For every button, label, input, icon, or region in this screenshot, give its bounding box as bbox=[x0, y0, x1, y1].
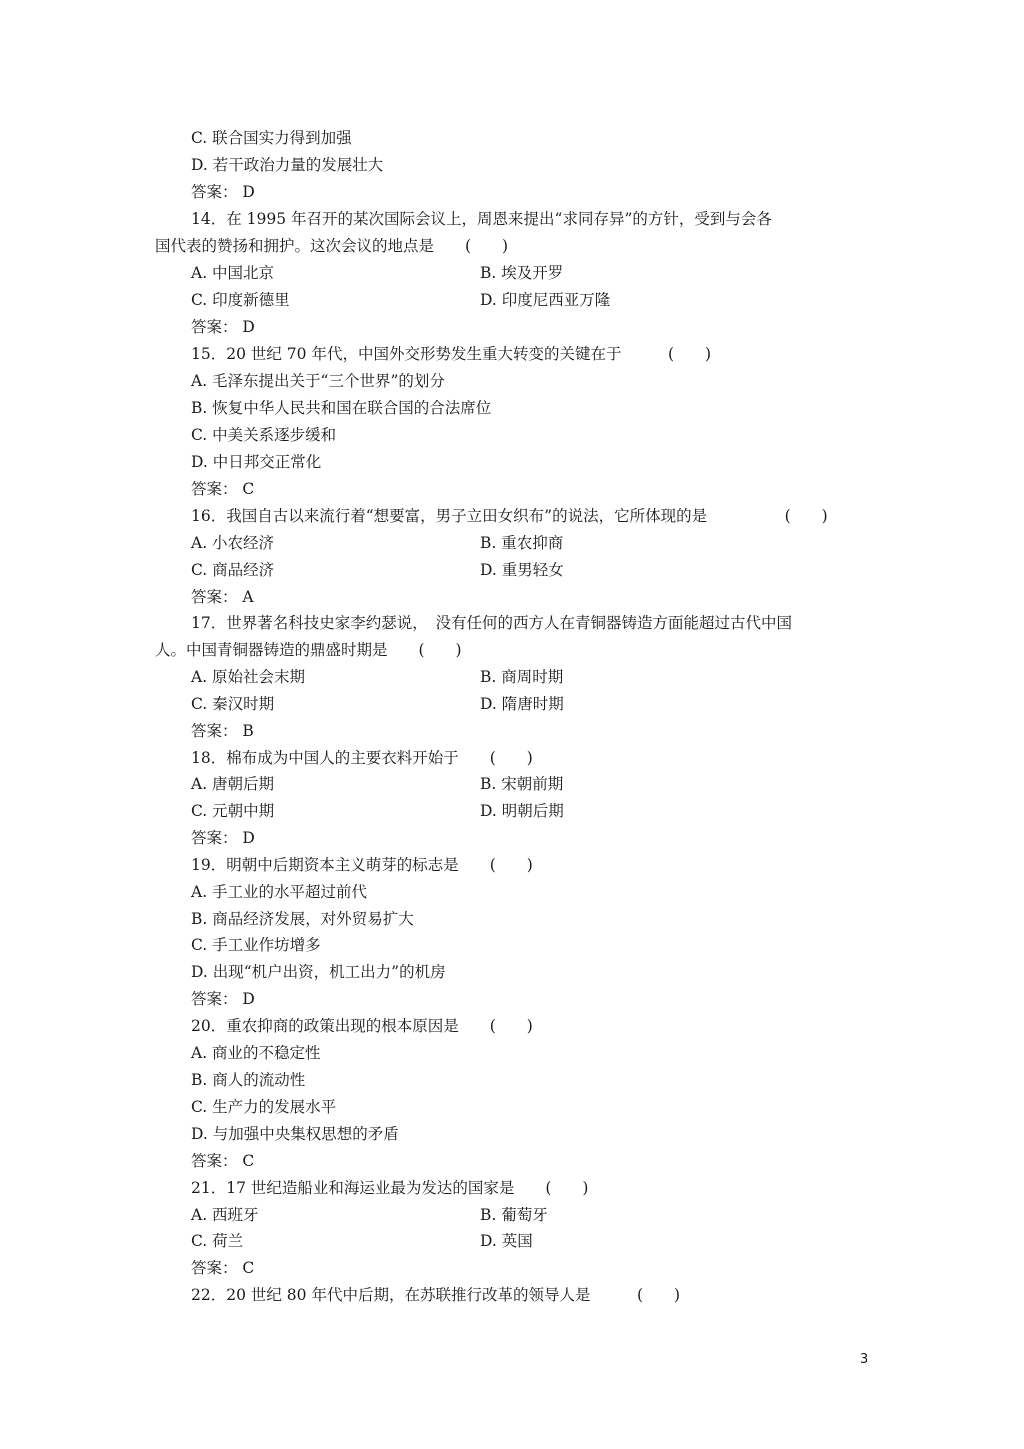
question-21-stem: 21．17 世纪造船业和海运业最为发达的国家是 ( ) bbox=[191, 1179, 589, 1197]
option-d: D. 与加强中央集权思想的矛盾 bbox=[191, 1125, 399, 1143]
option-a: A. 小农经济 bbox=[191, 534, 275, 552]
option-c: C. 元朝中期 bbox=[191, 802, 275, 820]
option-b: B. 埃及开罗 bbox=[480, 264, 564, 282]
question-15-stem: 15．20 世纪 70 年代，中国外交形势发生重大转变的关键在于 ( ) bbox=[191, 345, 712, 363]
answer-line: 答案： C bbox=[191, 480, 255, 498]
option-c: C. 秦汉时期 bbox=[191, 695, 275, 713]
option-d: D. 隋唐时期 bbox=[480, 695, 564, 713]
option-b: B. 商周时期 bbox=[480, 668, 564, 686]
option-b: B. 宋朝前期 bbox=[480, 775, 564, 793]
option-a: A. 商业的不稳定性 bbox=[191, 1044, 321, 1062]
option-b: B. 重农抑商 bbox=[480, 534, 564, 552]
option-b: B. 商品经济发展，对外贸易扩大 bbox=[191, 910, 414, 928]
option-a: A. 唐朝后期 bbox=[191, 775, 275, 793]
option-c: C. 荷兰 bbox=[191, 1232, 244, 1250]
option-d: D. 中日邦交正常化 bbox=[191, 453, 322, 471]
answer-line: 答案： D bbox=[191, 990, 255, 1008]
option-b: B. 商人的流动性 bbox=[191, 1071, 306, 1089]
option-a: A. 毛泽东提出关于“三个世界”的划分 bbox=[191, 372, 445, 390]
option-c: C. 手工业作坊增多 bbox=[191, 936, 321, 954]
answer-line: 答案： D bbox=[191, 829, 255, 847]
option-line: C. 联合国实力得到加强 bbox=[191, 129, 352, 147]
question-14-stem-cont: 国代表的赞扬和拥护。这次会议的地点是 ( ) bbox=[155, 237, 509, 255]
question-14-stem: 14．在 1995 年召开的某次国际会议上，周恩来提出“求同存异”的方针，受到与会各 bbox=[191, 210, 772, 228]
option-d: D. 英国 bbox=[480, 1232, 533, 1250]
option-a: A. 西班牙 bbox=[191, 1206, 259, 1224]
question-18-stem: 18．棉布成为中国人的主要衣料开始于 ( ) bbox=[191, 749, 533, 767]
question-19-stem: 19．明朝中后期资本主义萌芽的标志是 ( ) bbox=[191, 856, 533, 874]
question-17-stem-cont: 人。中国青铜器铸造的鼎盛时期是 ( ) bbox=[155, 641, 462, 659]
option-d: D. 印度尼西亚万隆 bbox=[480, 291, 611, 309]
option-d: D. 明朝后期 bbox=[480, 802, 564, 820]
option-d: D. 重男轻女 bbox=[480, 561, 564, 579]
option-c: C. 商品经济 bbox=[191, 561, 275, 579]
option-b: B. 葡萄牙 bbox=[480, 1206, 548, 1224]
option-a: A. 原始社会末期 bbox=[191, 668, 306, 686]
option-a: A. 手工业的水平超过前代 bbox=[191, 883, 368, 901]
question-22-stem: 22．20 世纪 80 年代中后期，在苏联推行改革的领导人是 ( ) bbox=[191, 1286, 681, 1304]
option-c: C. 生产力的发展水平 bbox=[191, 1098, 337, 1116]
answer-line: 答案： A bbox=[191, 588, 254, 606]
option-c: C. 印度新德里 bbox=[191, 291, 290, 309]
option-line: D. 若干政治力量的发展壮大 bbox=[191, 156, 384, 174]
question-17-stem: 17．世界著名科技史家李约瑟说， 没有任何的西方人在青铜器铸造方面能超过古代中国 bbox=[191, 614, 792, 632]
option-d: D. 出现“机户出资，机工出力”的机房 bbox=[191, 963, 446, 981]
option-b: B. 恢复中华人民共和国在联合国的合法席位 bbox=[191, 399, 492, 417]
question-16-stem: 16．我国自古以来流行着“想要富，男子立田女织布”的说法，它所体现的是 ( ) bbox=[191, 507, 828, 525]
answer-line: 答案： C bbox=[191, 1259, 255, 1277]
answer-line: 答案： C bbox=[191, 1152, 255, 1170]
page-number: 3 bbox=[860, 1352, 869, 1367]
option-c: C. 中美关系逐步缓和 bbox=[191, 426, 337, 444]
answer-line: 答案： D bbox=[191, 183, 255, 201]
answer-line: 答案： D bbox=[191, 318, 255, 336]
option-a: A. 中国北京 bbox=[191, 264, 275, 282]
question-20-stem: 20．重农抑商的政策出现的根本原因是 ( ) bbox=[191, 1017, 533, 1035]
answer-line: 答案： B bbox=[191, 722, 254, 740]
